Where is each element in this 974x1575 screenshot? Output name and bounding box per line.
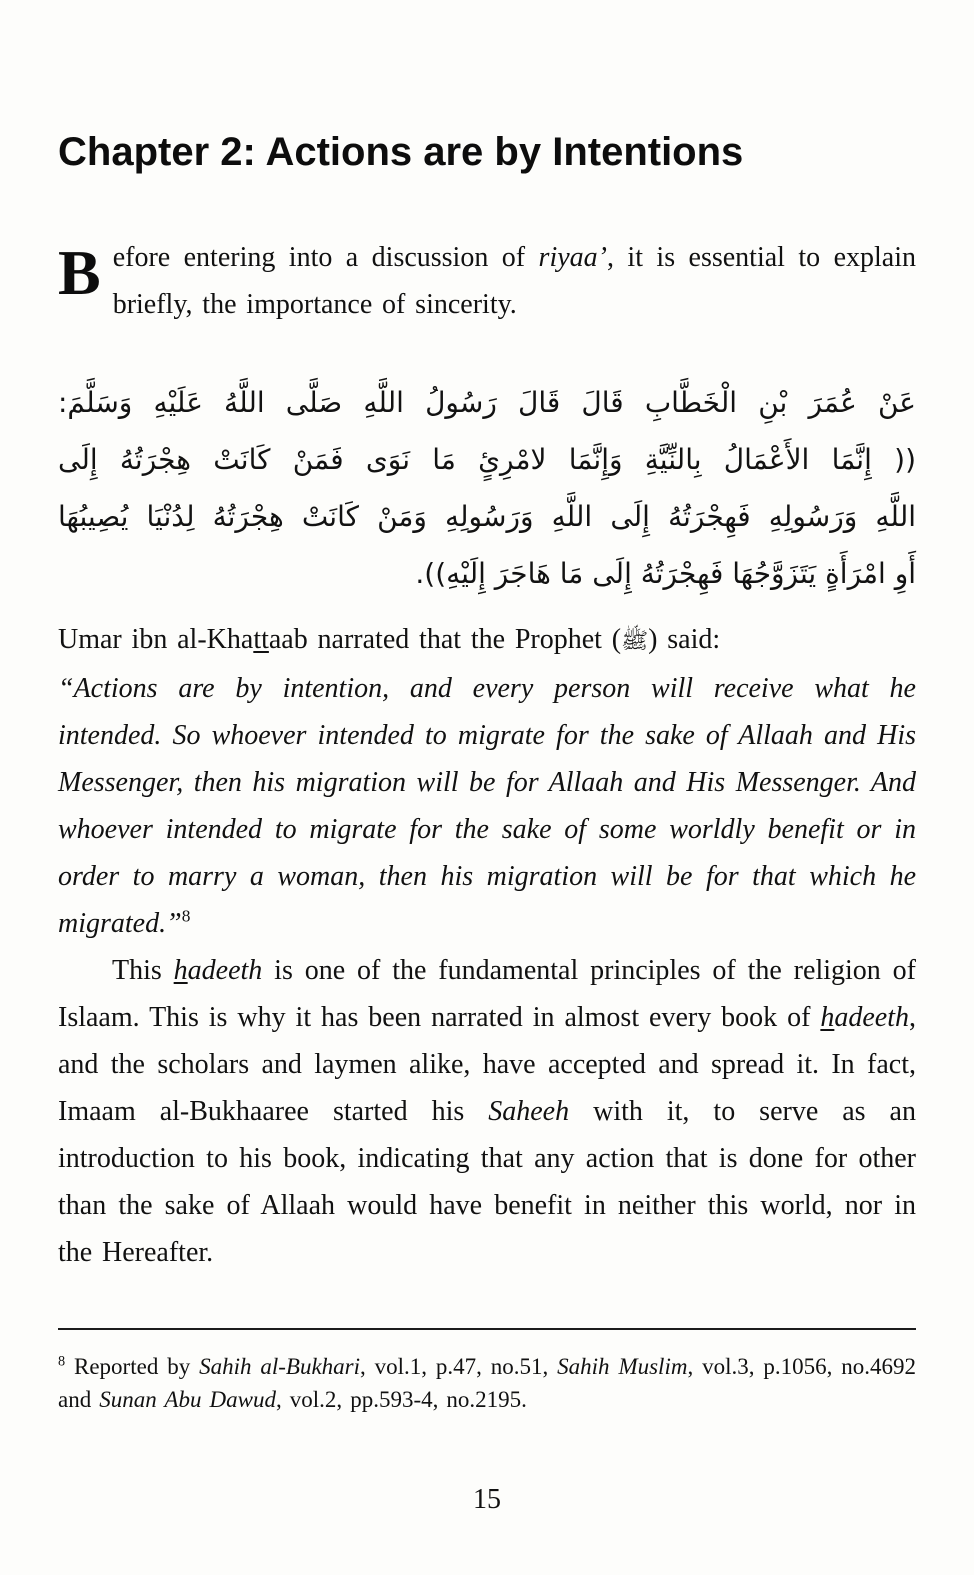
arabic-line: (( إِنَّمَا الأَعْمَالُ بِالنِّيَّةِ وَإِنَّمَا لامْرِئٍ مَا نَوَى فَمَنْ كَانَتْ هِجْرَتُهُ إِلَى [58, 443, 916, 476]
commentary-paragraph [58, 947, 916, 1276]
text-segment: tt [253, 624, 269, 655]
text-segment: , vol.2, pp.593-4, no.2195. [275, 1387, 527, 1412]
text-segment: Reported by [65, 1354, 200, 1379]
page-number: 15 [473, 1484, 501, 1515]
drop-cap: B [58, 237, 101, 308]
text-segment: , it is essential to explain briefly, the importance of sincerity. [112, 242, 917, 320]
hadith-quote-paragraph [58, 665, 916, 947]
text-segment: Sahih al-Bukhari [199, 1354, 360, 1379]
narration-line [58, 616, 916, 665]
footnote-ref: 8 [181, 906, 191, 926]
text-segment: adeeth [834, 1002, 909, 1033]
arabic-line: اللَّهِ وَرَسُولِهِ فَهِجْرَتُهُ إِلَى اللَّهِ وَرَسُولِهِ وَمَنْ كَانَتْ هِجْرَتُهُ لِدُنْيَا يُصِيبُهَا [58, 500, 916, 533]
text-segment: h [173, 955, 188, 986]
text-segment: aab narrated that the Prophet ( [268, 624, 622, 655]
text-segment: with it, to serve as an introduction to his book, indicating that any action that is done for other than the sake of Allaah would have benefit in neither this world, nor in the Hereafter. [58, 1096, 916, 1268]
arabic-hadith [58, 374, 916, 602]
text-segment: This [112, 955, 174, 986]
text-segment: Umar ibn al-Kha [58, 624, 254, 655]
text-segment: , vol.3, p.1056, no.4692 and [58, 1354, 916, 1412]
text-segment: Sunan Abu Dawud [99, 1387, 276, 1412]
text-segment: adeeth [187, 955, 263, 986]
text-segment: h [820, 1002, 835, 1033]
text-segment: “Actions are by intention, and every person will receive what he intended. So whoever intended to migrate for the sake of Allaah and His Messenger, then his migration will be for Allaah and His Messenger. And whoever intended to migrate for the sake of some worldly benefit or in order to marry a woman, then his migration will be for that which he migrated.” [58, 673, 916, 939]
footnote-ref: 8 [58, 1353, 66, 1370]
arabic-line: أَوِ امْرَأَةٍ يَتَزَوَّجُهَا فَهِجْرَتُهُ إِلَى مَا هَاجَرَ إِلَيْهِ)). [415, 557, 916, 590]
text-segment: Saheeh [488, 1096, 570, 1127]
footnote-text [58, 1350, 916, 1416]
arabic-line: عَنْ عُمَرَ بْنِ الْخَطَّابِ قَالَ قَالَ رَسُولُ اللَّهِ صَلَّى اللَّهُ عَلَيْهِ وَسَلَّمَ: [58, 386, 916, 419]
text-segment: efore entering into a discussion of [112, 242, 539, 273]
text-segment: , and the scholars and laymen alike, have accepted and spread it. In fact, Imaam al-Bukhaaree started his [58, 1002, 916, 1127]
text-segment: riyaa’ [538, 242, 607, 273]
chapter-title: Chapter 2: Actions are by Intentions [58, 130, 744, 174]
text-segment: , vol.1, p.47, no.51, [360, 1354, 558, 1379]
intro-text [113, 242, 916, 320]
footnote-section [58, 1328, 916, 1416]
text-segment: ) said: [648, 624, 721, 655]
text-segment: is one of the fundamental principles of the religion of Islaam. This is why it has been narrated in almost every book of [58, 955, 916, 1033]
prophet-saw-symbol: ﷺ [621, 628, 649, 654]
intro-paragraph [58, 234, 916, 328]
text-segment: Sahih Muslim [557, 1354, 688, 1379]
